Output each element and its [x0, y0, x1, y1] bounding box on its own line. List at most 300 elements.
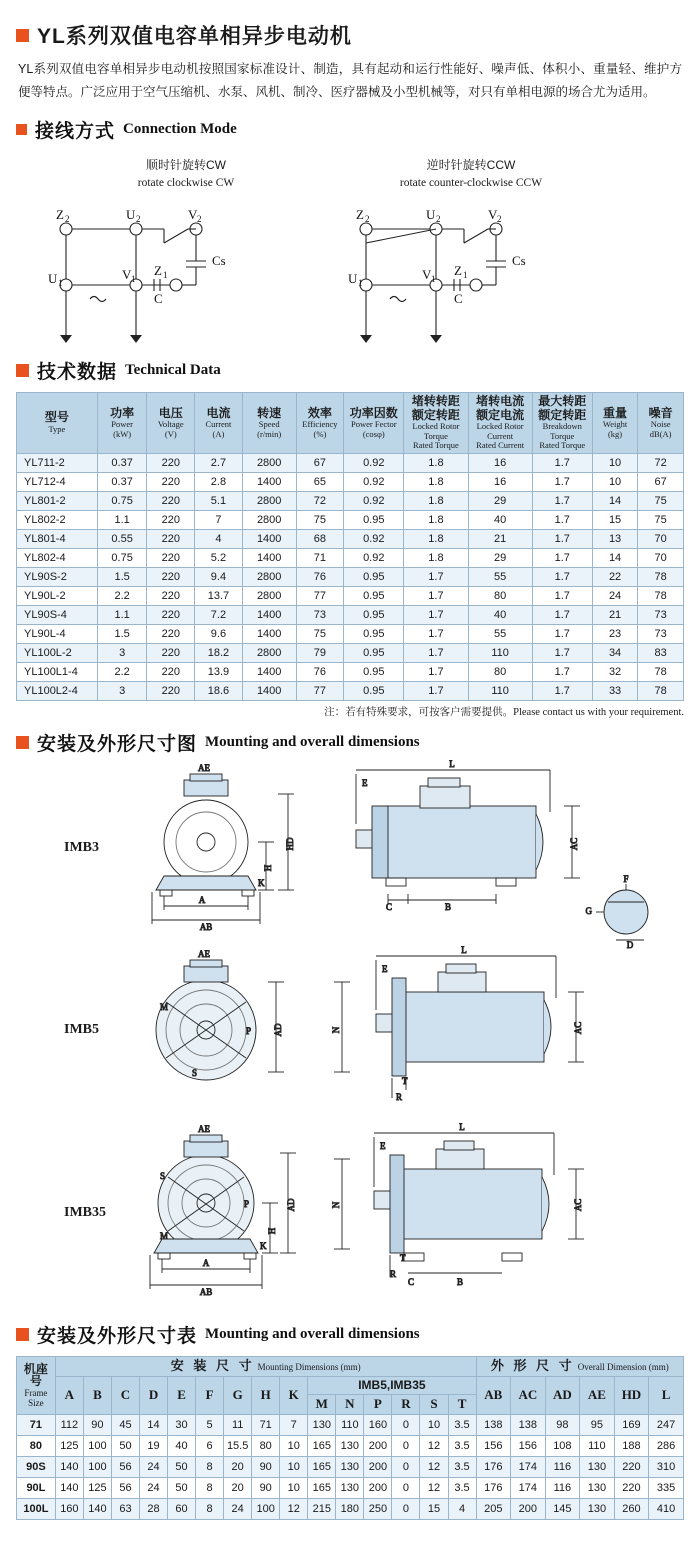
tech-cell: 0.55: [97, 529, 147, 548]
dim-cell-frame: 80: [17, 1436, 56, 1457]
tech-cell: 21: [468, 529, 532, 548]
svg-text:C: C: [454, 291, 463, 307]
dim-col-AC: AC: [511, 1376, 546, 1415]
dim-cell: 20: [224, 1478, 252, 1499]
section-title-cn: 安装及外形尺寸表: [37, 1325, 198, 1347]
table-row: [17, 1478, 684, 1499]
tech-cell: 1.7: [532, 510, 592, 529]
dim-cell: 15.5: [224, 1436, 252, 1457]
tech-header-0: [17, 393, 98, 453]
tech-cell-type: YL100L1-4: [17, 662, 98, 681]
tech-header-en: Efficiency (%): [302, 419, 338, 439]
tech-cell: 1400: [242, 662, 296, 681]
tech-cell: 10: [592, 472, 638, 491]
overall-group-en: Overall Dimension (mm): [577, 1361, 669, 1372]
tech-cell: 78: [638, 662, 684, 681]
tech-cell: 40: [468, 510, 532, 529]
tech-cell: 1.7: [532, 472, 592, 491]
tech-header-en: Voltage (V): [157, 419, 184, 439]
svg-text:1: 1: [131, 274, 136, 285]
table-header-row: [17, 393, 684, 453]
drawing-imb5: [16, 944, 684, 1123]
svg-text:R: R: [390, 1268, 397, 1279]
dim-col-E: E: [168, 1376, 196, 1415]
table-row: [17, 1436, 684, 1457]
tech-cell: 18.2: [195, 643, 243, 662]
tech-cell: 1.7: [404, 624, 468, 643]
svg-text:R: R: [396, 1091, 403, 1102]
svg-text:L: L: [461, 944, 467, 955]
tech-header-cn: 效率: [307, 405, 332, 420]
tech-cell: 1.7: [404, 586, 468, 605]
dim-cell: 286: [649, 1436, 684, 1457]
tech-cell: 0.95: [344, 510, 404, 529]
tech-cell: 0.75: [97, 548, 147, 567]
tech-cell: 0.95: [344, 605, 404, 624]
tech-header-en: Breakdown Torque Rated Torque: [539, 421, 586, 451]
dim-cell: 7: [280, 1415, 308, 1436]
tech-cell: 29: [468, 548, 532, 567]
svg-text:2: 2: [65, 214, 70, 225]
drawing-imb35: [16, 1121, 684, 1309]
table-row: [17, 1457, 684, 1478]
tech-cell: 1.7: [532, 624, 592, 643]
tech-cell: 1.8: [404, 472, 468, 491]
dim-cell: 260: [614, 1499, 649, 1520]
tech-cell: 78: [638, 586, 684, 605]
dim-cell: 100: [83, 1457, 111, 1478]
section-title-en: Technical Data: [125, 362, 221, 379]
frame-size-header-en: Frame Size: [24, 1387, 48, 1409]
svg-text:E: E: [362, 777, 368, 788]
svg-text:T: T: [400, 1252, 406, 1263]
dim-cell: 165: [308, 1436, 336, 1457]
tech-cell: 2800: [242, 453, 296, 472]
tech-cell: 1.7: [532, 681, 592, 700]
dim-cell: 138: [476, 1415, 511, 1436]
tech-header-cn: 型号: [44, 410, 69, 425]
tech-cell: 2.2: [97, 662, 147, 681]
svg-text:C: C: [408, 1276, 415, 1287]
dim-col-C: C: [111, 1376, 139, 1415]
table-row: [17, 662, 684, 681]
tech-header-1: [97, 393, 147, 453]
tech-cell: 0.92: [344, 548, 404, 567]
svg-text:B: B: [456, 1276, 464, 1287]
tech-header-10: [592, 393, 638, 453]
tech-cell: 7.2: [195, 605, 243, 624]
tech-cell: 10: [592, 453, 638, 472]
caption-ccw-en: rotate counter-clockwise CCW: [399, 176, 543, 189]
dim-cell: 110: [336, 1415, 364, 1436]
table-note-en: Please contact us with your requirement.: [513, 706, 684, 718]
section-title-cn: 技术数据: [37, 362, 118, 384]
dim-cell: 10: [420, 1415, 448, 1436]
svg-text:V: V: [122, 267, 132, 283]
svg-text:AC: AC: [569, 837, 579, 850]
tech-cell-type: YL712-4: [17, 472, 98, 491]
table-row: [17, 567, 684, 586]
tech-cell: 80: [468, 662, 532, 681]
tech-cell: 0.92: [344, 453, 404, 472]
dim-cell: 8: [196, 1499, 224, 1520]
caption-cw: [76, 157, 296, 191]
tech-cell: 1400: [242, 548, 296, 567]
dim-cell: 0: [392, 1436, 420, 1457]
table-row: [17, 643, 684, 662]
tech-cell: 2.2: [97, 586, 147, 605]
tech-cell: 1.7: [404, 681, 468, 700]
svg-text:2: 2: [365, 214, 370, 225]
dim-cell-frame: 100L: [17, 1499, 56, 1520]
tech-cell: 2.8: [195, 472, 243, 491]
tech-cell-type: YL90L-2: [17, 586, 98, 605]
dim-cell: 130: [580, 1457, 615, 1478]
tech-header-en: Power (kW): [111, 419, 133, 439]
tech-header-en: Power Fector (cosφ): [351, 419, 397, 439]
tech-header-9: [532, 393, 592, 453]
tech-cell: 83: [638, 643, 684, 662]
tech-header-4: [242, 393, 296, 453]
page-title: YL系列双值电容单相异步电动机: [37, 25, 352, 48]
drawing-label-imb35: IMB35: [64, 1204, 106, 1220]
svg-text:S: S: [160, 1170, 166, 1181]
dim-cell: 12: [420, 1436, 448, 1457]
tech-cell: 80: [468, 586, 532, 605]
dim-cell: 335: [649, 1478, 684, 1499]
dim-cell: 71: [252, 1415, 280, 1436]
tech-cell: 0.95: [344, 643, 404, 662]
svg-text:AD: AD: [286, 1198, 296, 1212]
tech-cell: 3: [97, 681, 147, 700]
svg-text:1: 1: [431, 274, 436, 285]
tech-cell: 75: [296, 624, 344, 643]
tech-cell: 67: [638, 472, 684, 491]
caption-ccw: [326, 157, 616, 191]
tech-cell: 1400: [242, 681, 296, 700]
drawing-label-imb3: IMB3: [64, 839, 99, 855]
tech-cell: 72: [296, 491, 344, 510]
tech-header-en: Locked Rotor Current Rated Current: [476, 421, 525, 451]
svg-text:L: L: [449, 758, 455, 769]
tech-cell-type: YL802-2: [17, 510, 98, 529]
tech-cell-type: YL802-4: [17, 548, 98, 567]
dim-col-S: S: [420, 1395, 448, 1415]
table-row: [17, 472, 684, 491]
tech-cell: 1400: [242, 624, 296, 643]
dim-cell: 174: [511, 1457, 546, 1478]
tech-cell: 1.7: [532, 662, 592, 681]
svg-text:1: 1: [163, 270, 168, 281]
dim-col-N: N: [336, 1395, 364, 1415]
tech-cell: 16: [468, 453, 532, 472]
tech-cell: 1.8: [404, 453, 468, 472]
dim-cell: 200: [364, 1457, 392, 1478]
dim-col-A: A: [55, 1376, 83, 1415]
dim-cell: 220: [614, 1478, 649, 1499]
svg-text:S: S: [192, 1067, 198, 1078]
tech-header-3: [195, 393, 243, 453]
table-row: [17, 548, 684, 567]
dim-cell: 28: [139, 1499, 167, 1520]
tech-cell: 2800: [242, 491, 296, 510]
section-title-cn: 安装及外形尺寸图: [37, 733, 198, 755]
tech-cell: 1.8: [404, 510, 468, 529]
dim-cell: 40: [168, 1436, 196, 1457]
tech-cell: 0.75: [97, 491, 147, 510]
dim-cell: 138: [511, 1415, 546, 1436]
svg-text:Cs: Cs: [212, 253, 226, 269]
dim-col-G: G: [224, 1376, 252, 1415]
tech-cell: 0.95: [344, 567, 404, 586]
svg-text:H: H: [263, 864, 273, 871]
tech-cell: 16: [468, 472, 532, 491]
dim-cell: 176: [476, 1457, 511, 1478]
dim-cell: 60: [168, 1499, 196, 1520]
tech-cell: 1.7: [532, 548, 592, 567]
svg-text:C: C: [154, 291, 163, 307]
tech-cell: 0.92: [344, 491, 404, 510]
tech-header-cn: 功率: [110, 405, 135, 420]
tech-cell: 110: [468, 681, 532, 700]
svg-text:V: V: [188, 207, 198, 223]
dim-cell: 0: [392, 1457, 420, 1478]
dim-cell: 90: [83, 1415, 111, 1436]
tech-cell: 2.7: [195, 453, 243, 472]
dim-cell: 205: [476, 1499, 511, 1520]
svg-text:G: G: [585, 905, 592, 916]
imb5-svg: [56, 944, 676, 1123]
dim-cell: 130: [308, 1415, 336, 1436]
tech-cell: 76: [296, 567, 344, 586]
svg-text:1: 1: [358, 278, 363, 289]
tech-cell: 73: [638, 605, 684, 624]
dim-cell: 45: [111, 1415, 139, 1436]
dim-cell: 5: [196, 1415, 224, 1436]
dim-cell: 0: [392, 1499, 420, 1520]
dim-col-T: T: [448, 1395, 476, 1415]
tech-cell: 2800: [242, 643, 296, 662]
svg-text:1: 1: [58, 278, 63, 289]
svg-text:B: B: [444, 901, 452, 912]
tech-cell: 55: [468, 624, 532, 643]
section-mounting-drawings-heading: [16, 729, 684, 756]
dim-col-AE: AE: [580, 1376, 615, 1415]
overall-group-header: [476, 1356, 683, 1376]
dim-cell: 19: [139, 1436, 167, 1457]
dim-cell: 8: [196, 1478, 224, 1499]
tech-cell: 29: [468, 491, 532, 510]
svg-text:U: U: [48, 271, 58, 287]
tech-cell: 77: [296, 681, 344, 700]
tech-cell: 1.7: [404, 567, 468, 586]
dimension-table-group-row: [17, 1356, 684, 1376]
imb35-svg: [56, 1121, 676, 1309]
svg-text:D: D: [626, 939, 634, 950]
tech-cell: 220: [147, 567, 195, 586]
dim-cell: 247: [649, 1415, 684, 1436]
tech-cell: 5.2: [195, 548, 243, 567]
tech-header-6: [344, 393, 404, 453]
tech-cell: 21: [592, 605, 638, 624]
dim-cell: 50: [168, 1478, 196, 1499]
svg-text:N: N: [331, 1201, 341, 1208]
svg-text:AB: AB: [199, 921, 213, 932]
tech-cell: 220: [147, 510, 195, 529]
dim-cell: 130: [336, 1457, 364, 1478]
tech-cell: 1.8: [404, 548, 468, 567]
tech-cell-type: YL801-4: [17, 529, 98, 548]
mounting-group-cn: 安 装 尺 寸: [170, 1357, 255, 1373]
svg-text:P: P: [246, 1025, 252, 1036]
tech-cell: 1.7: [532, 529, 592, 548]
tech-cell: 24: [592, 586, 638, 605]
caption-cw-en: rotate clockwise CW: [137, 176, 235, 189]
tech-cell: 1.5: [97, 567, 147, 586]
table-row: [17, 605, 684, 624]
section-title-cn: 接线方式: [35, 121, 116, 143]
tech-cell: 76: [296, 662, 344, 681]
table-row: [17, 624, 684, 643]
frame-size-header-cn: 机座号: [23, 1361, 48, 1389]
dim-cell: 100: [83, 1436, 111, 1457]
tech-cell: 14: [592, 491, 638, 510]
dim-cell: 176: [476, 1478, 511, 1499]
tech-cell-type: YL90S-4: [17, 605, 98, 624]
svg-text:M: M: [160, 1001, 169, 1012]
svg-text:Z: Z: [154, 263, 162, 279]
frame-size-header: [17, 1356, 56, 1415]
tech-header-cn: 电流: [206, 405, 231, 420]
section-title-en: Connection Mode: [123, 121, 237, 138]
dim-cell: 156: [476, 1436, 511, 1457]
dim-cell: 250: [364, 1499, 392, 1520]
svg-text:U: U: [348, 271, 358, 287]
tech-cell: 0.37: [97, 453, 147, 472]
section-connection-mode-heading: [16, 116, 684, 143]
dim-cell: 410: [649, 1499, 684, 1520]
bullet-square-icon: [16, 364, 29, 377]
svg-text:AE: AE: [198, 948, 210, 959]
tech-cell: 1400: [242, 529, 296, 548]
tech-cell: 220: [147, 681, 195, 700]
tech-cell: 0.92: [344, 529, 404, 548]
tech-cell: 0.95: [344, 624, 404, 643]
dim-cell: 80: [252, 1436, 280, 1457]
table-note-cn: 注：若有特殊要求，可按客户需要提供。: [324, 705, 514, 718]
svg-text:Z: Z: [356, 207, 364, 223]
tech-cell: 67: [296, 453, 344, 472]
tech-cell: 220: [147, 586, 195, 605]
tech-cell: 70: [638, 548, 684, 567]
dim-cell: 10: [280, 1436, 308, 1457]
dim-cell: 112: [55, 1415, 83, 1436]
dim-cell-frame: 71: [17, 1415, 56, 1436]
svg-text:Cs: Cs: [512, 253, 526, 269]
dim-col-B: B: [83, 1376, 111, 1415]
bullet-square-icon: [16, 1328, 29, 1341]
svg-text:HD: HD: [285, 837, 295, 851]
svg-text:V: V: [488, 207, 498, 223]
tech-cell: 9.4: [195, 567, 243, 586]
dim-cell: 3.5: [448, 1478, 476, 1499]
mounting-group-header: [55, 1356, 476, 1376]
dim-cell-frame: 90L: [17, 1478, 56, 1499]
tech-cell-type: YL100L2-4: [17, 681, 98, 700]
dim-cell: 24: [139, 1457, 167, 1478]
dim-cell: 6: [196, 1436, 224, 1457]
dim-cell: 12: [420, 1478, 448, 1499]
tech-cell: 0.95: [344, 681, 404, 700]
dim-cell: 140: [83, 1499, 111, 1520]
section-title-en: Mounting and overall dimensions: [205, 1325, 420, 1342]
svg-text:AC: AC: [573, 1021, 583, 1034]
dim-cell: 160: [364, 1415, 392, 1436]
tech-cell: 1.7: [532, 567, 592, 586]
tech-header-en: Locked Rotor Torque Rated Torque: [412, 421, 460, 451]
dim-cell: 180: [336, 1499, 364, 1520]
dimension-table-sub-row: [17, 1376, 684, 1395]
tech-cell: 75: [638, 491, 684, 510]
section-mounting-table-heading: [16, 1321, 684, 1348]
drawing-imb3: [16, 758, 684, 950]
intro-paragraph: YL系列双值电容单相异步电动机按照国家标准设计、制造，具有起动和运行性能好、噪声低、体积小、重量轻、维护方便等特点。广泛应用于空气压缩机、水泵、风机、制冷、医疗器械及小型机械等，对只有单相电源的场合尤为适用。: [18, 62, 682, 100]
tech-cell: 9.6: [195, 624, 243, 643]
svg-text:U: U: [126, 207, 136, 223]
dim-cell: 10: [280, 1478, 308, 1499]
tech-cell: 110: [468, 643, 532, 662]
dim-cell: 140: [55, 1457, 83, 1478]
dim-cell: 125: [55, 1436, 83, 1457]
tech-cell: 73: [296, 605, 344, 624]
svg-text:K: K: [260, 1240, 267, 1251]
svg-text:AE: AE: [198, 1123, 210, 1134]
tech-cell: 15: [592, 510, 638, 529]
tech-cell: 71: [296, 548, 344, 567]
tech-cell: 1.8: [404, 491, 468, 510]
dim-cell: 24: [224, 1499, 252, 1520]
tech-cell: 75: [296, 510, 344, 529]
table-row: [17, 681, 684, 700]
tech-header-cn: 功率因数: [349, 405, 398, 420]
tech-cell-type: YL90L-4: [17, 624, 98, 643]
imb3-svg: [56, 758, 676, 950]
tech-cell: 220: [147, 548, 195, 567]
page-title-row: [16, 20, 684, 50]
tech-cell: 14: [592, 548, 638, 567]
dim-cell: 108: [545, 1436, 580, 1457]
svg-text:N: N: [331, 1026, 341, 1033]
tech-header-2: [147, 393, 195, 453]
dim-cell: 200: [364, 1436, 392, 1457]
tech-cell: 70: [638, 529, 684, 548]
tech-header-cn: 电压: [158, 405, 183, 420]
table-note: [16, 704, 684, 719]
svg-text:2: 2: [436, 214, 441, 225]
tech-cell: 23: [592, 624, 638, 643]
tech-cell: 0.37: [97, 472, 147, 491]
dim-col-R: R: [392, 1395, 420, 1415]
dim-cell: 0: [392, 1415, 420, 1436]
svg-text:A: A: [198, 894, 206, 905]
tech-cell: 1.7: [532, 586, 592, 605]
dim-cell: 130: [580, 1478, 615, 1499]
tech-cell: 13: [592, 529, 638, 548]
schematic-ccw: [336, 203, 586, 343]
table-row: [17, 1499, 684, 1520]
dim-cell: 90: [252, 1478, 280, 1499]
dim-col-K: K: [280, 1376, 308, 1415]
